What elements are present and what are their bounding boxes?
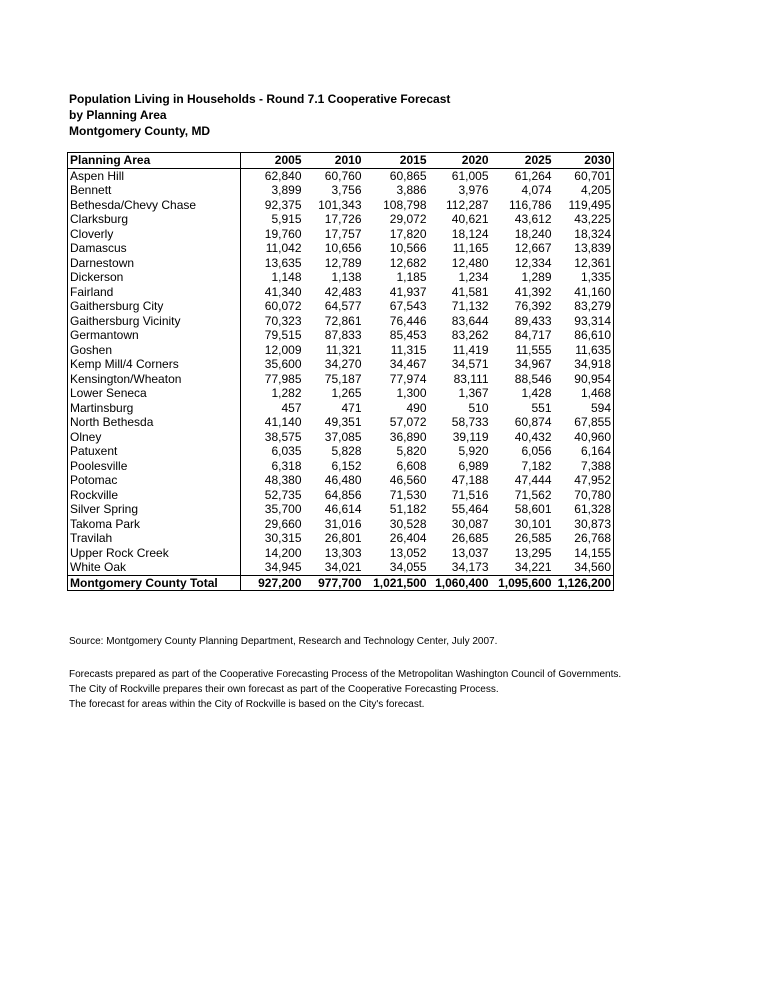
population-value: 92,375 [264, 197, 302, 212]
note-line: Forecasts prepared as part of the Cooperative Forecasting Process of the Metropolitan Washington Council of Governments. [69, 669, 622, 680]
planning-area-name: Rockville [68, 488, 241, 503]
planning-area-name: Martinsburg [68, 401, 241, 416]
population-value: 551 [531, 400, 552, 415]
title-line-3: Montgomery County, MD [69, 124, 211, 138]
population-value: 60,865 [389, 168, 427, 183]
population-value: 29,660 [264, 516, 302, 531]
table-row [68, 517, 614, 532]
population-value: 31,016 [324, 516, 362, 531]
population-value: 41,581 [451, 284, 489, 299]
population-value: 75,187 [324, 371, 362, 386]
population-value: 1,335 [580, 270, 611, 284]
population-value: 5,915 [271, 212, 302, 226]
population-value: 13,839 [574, 241, 611, 255]
population-value: 83,279 [574, 299, 611, 313]
planning-area-name: Takoma Park [68, 517, 241, 532]
population-value: 30,873 [574, 516, 611, 531]
total-row [68, 575, 614, 591]
population-value: 35,600 [264, 357, 302, 371]
population-value: 34,945 [264, 560, 302, 574]
population-value: 67,543 [389, 299, 427, 313]
population-value: 26,768 [574, 531, 611, 545]
population-value: 35,700 [264, 502, 302, 516]
population-value: 6,318 [271, 458, 302, 473]
population-value: 4,074 [521, 183, 552, 197]
population-value: 594 [590, 400, 611, 415]
population-value: 40,960 [574, 429, 611, 444]
population-value: 58,733 [451, 415, 489, 429]
population-value: 58,601 [514, 502, 552, 516]
population-value: 62,840 [264, 168, 302, 183]
population-value: 61,005 [451, 168, 489, 183]
population-value: 37,085 [324, 429, 362, 444]
planning-area-name: Damascus [68, 241, 241, 256]
table-row [68, 227, 614, 242]
planning-area-name: Kensington/Wheaton [68, 372, 241, 387]
population-value: 60,072 [264, 299, 302, 313]
population-value: 5,820 [396, 444, 427, 458]
population-value: 88,546 [514, 371, 552, 386]
population-value: 6,989 [458, 458, 489, 473]
table-row [68, 285, 614, 300]
population-value: 13,295 [514, 545, 552, 560]
header-year: 2005 [241, 153, 304, 169]
population-value: 30,101 [514, 516, 552, 531]
header-year: 2030 [554, 153, 614, 169]
planning-area-name: Olney [68, 430, 241, 445]
population-value: 60,701 [574, 168, 611, 183]
header-planning-area: Planning Area [68, 153, 241, 169]
header-year: 2020 [429, 153, 491, 169]
population-value: 1,300 [396, 386, 427, 400]
population-value: 510 [468, 400, 489, 415]
header-year: 2010 [304, 153, 364, 169]
table-row [68, 270, 614, 285]
table-row [68, 430, 614, 445]
population-value: 34,560 [574, 560, 611, 574]
planning-area-name: Gaithersburg Vicinity [68, 314, 241, 329]
population-value: 1,468 [580, 386, 611, 400]
population-value: 87,833 [324, 328, 362, 342]
planning-area-name: Fairland [68, 285, 241, 300]
forecast-notes [69, 667, 621, 712]
table-row [68, 314, 614, 329]
population-value: 61,328 [574, 502, 611, 516]
population-value: 61,264 [514, 168, 552, 183]
population-value: 41,937 [389, 284, 427, 299]
population-value: 76,446 [389, 313, 427, 328]
population-value: 64,577 [324, 299, 362, 313]
population-value: 70,780 [574, 487, 611, 502]
population-value: 71,516 [451, 487, 489, 502]
total-label: Montgomery County Total [68, 575, 241, 591]
planning-area-name: Darnestown [68, 256, 241, 271]
total-value: 1,021,500 [364, 575, 429, 591]
population-value: 86,610 [574, 328, 611, 342]
header-year: 2015 [364, 153, 429, 169]
population-value: 60,874 [514, 415, 552, 429]
table-row [68, 241, 614, 256]
table-row [68, 473, 614, 488]
planning-area-name: Potomac [68, 473, 241, 488]
population-value: 71,562 [514, 487, 552, 502]
table-row [68, 546, 614, 561]
population-value: 13,635 [264, 255, 302, 270]
table-row [68, 488, 614, 503]
population-value: 34,055 [389, 560, 427, 574]
population-value: 119,495 [568, 197, 611, 212]
population-value: 38,575 [264, 429, 302, 444]
population-value: 49,351 [324, 415, 362, 429]
population-value: 47,188 [451, 473, 489, 487]
population-value: 18,124 [451, 226, 489, 241]
population-value: 3,899 [271, 183, 302, 197]
population-value: 30,087 [451, 516, 489, 531]
population-value: 14,200 [264, 545, 302, 560]
population-value: 17,726 [324, 212, 362, 226]
population-value: 19,760 [264, 226, 302, 241]
population-value: 11,555 [515, 342, 552, 357]
population-value: 10,566 [389, 241, 427, 255]
planning-area-name: Lower Seneca [68, 386, 241, 401]
population-value: 34,967 [514, 357, 552, 371]
population-value: 18,324 [574, 226, 611, 241]
population-value: 83,644 [451, 313, 489, 328]
planning-area-name: Gaithersburg City [68, 299, 241, 314]
population-value: 43,612 [514, 212, 552, 226]
population-value: 51,182 [389, 502, 427, 516]
population-value: 34,918 [574, 357, 611, 371]
table-row [68, 415, 614, 430]
population-value: 52,735 [264, 487, 302, 502]
document-title [69, 91, 450, 139]
population-value: 34,173 [451, 560, 489, 574]
population-value: 6,164 [580, 444, 611, 458]
population-value: 12,480 [451, 255, 489, 270]
population-value: 90,954 [574, 371, 611, 386]
population-value: 1,265 [331, 386, 362, 400]
population-value: 41,392 [514, 284, 552, 299]
table-row [68, 198, 614, 213]
planning-area-name: White Oak [68, 560, 241, 575]
population-value: 46,614 [324, 502, 362, 516]
table-body [68, 168, 614, 575]
note-line: The City of Rockville prepares their own forecast as part of the Cooperative Forecasting Process. [69, 684, 499, 695]
table-row [68, 357, 614, 372]
planning-area-name: Clarksburg [68, 212, 241, 227]
population-value: 34,270 [324, 357, 362, 371]
population-value: 41,340 [264, 284, 302, 299]
population-value: 10,656 [324, 241, 362, 255]
population-value: 12,009 [264, 342, 302, 357]
population-value: 4,205 [580, 183, 611, 197]
population-value: 55,464 [451, 502, 489, 516]
planning-area-name: Kemp Mill/4 Corners [68, 357, 241, 372]
population-value: 70,323 [264, 313, 302, 328]
population-value: 36,890 [389, 429, 427, 444]
population-value: 46,560 [389, 473, 427, 487]
population-value: 11,635 [575, 342, 611, 357]
population-value: 490 [406, 400, 427, 415]
population-value: 108,798 [383, 197, 427, 212]
population-value: 12,334 [514, 255, 552, 270]
table-row [68, 531, 614, 546]
planning-area-name: North Bethesda [68, 415, 241, 430]
planning-area-name: Bennett [68, 183, 241, 198]
population-value: 48,380 [264, 473, 302, 487]
population-value: 1,428 [521, 386, 552, 400]
forecast-table [67, 152, 614, 591]
total-value: 1,095,600 [491, 575, 554, 591]
population-value: 457 [281, 400, 302, 415]
population-value: 6,056 [521, 444, 552, 458]
planning-area-name: Patuxent [68, 444, 241, 459]
population-value: 40,432 [514, 429, 552, 444]
population-value: 79,515 [264, 328, 302, 342]
population-value: 1,185 [396, 270, 427, 284]
population-value: 12,667 [514, 241, 552, 255]
population-value: 17,820 [389, 226, 427, 241]
table-row [68, 560, 614, 575]
population-value: 71,132 [451, 299, 489, 313]
population-value: 64,856 [324, 487, 362, 502]
population-value: 5,920 [458, 444, 489, 458]
table-row [68, 256, 614, 271]
population-value: 43,225 [574, 212, 611, 226]
population-value: 11,042 [265, 241, 302, 255]
population-value: 85,453 [389, 328, 427, 342]
population-value: 26,585 [514, 531, 552, 545]
table-row [68, 328, 614, 343]
population-value: 12,361 [574, 255, 611, 270]
population-value: 3,976 [458, 183, 489, 197]
population-value: 11,315 [390, 342, 427, 357]
population-value: 34,571 [451, 357, 489, 371]
planning-area-name: Upper Rock Creek [68, 546, 241, 561]
population-value: 18,240 [514, 226, 552, 241]
population-value: 76,392 [514, 299, 552, 313]
population-value: 67,855 [574, 415, 611, 429]
population-value: 3,886 [396, 183, 427, 197]
table-row [68, 183, 614, 198]
population-value: 41,160 [574, 284, 611, 299]
population-value: 30,315 [264, 531, 302, 545]
population-value: 11,419 [452, 342, 489, 357]
planning-area-name: Bethesda/Chevy Chase [68, 198, 241, 213]
population-value: 41,140 [264, 415, 302, 429]
population-value: 34,467 [389, 357, 427, 371]
planning-area-name: Germantown [68, 328, 241, 343]
population-value: 42,483 [324, 284, 362, 299]
population-value: 116,786 [509, 197, 552, 212]
population-value: 1,289 [521, 270, 552, 284]
population-value: 47,952 [574, 473, 611, 487]
table-row [68, 459, 614, 474]
population-value: 6,152 [331, 458, 362, 473]
population-value: 7,182 [521, 458, 552, 473]
title-line-1: Population Living in Households - Round 7.1 Cooperative Forecast [69, 92, 451, 106]
population-value: 1,138 [331, 270, 362, 284]
planning-area-name: Aspen Hill [68, 168, 241, 183]
population-value: 101,343 [318, 197, 362, 212]
population-value: 7,388 [580, 458, 611, 473]
population-value: 12,789 [324, 255, 362, 270]
population-value: 34,021 [324, 560, 362, 574]
table-header-row [68, 153, 614, 169]
population-value: 47,444 [514, 473, 552, 487]
table-row [68, 343, 614, 358]
population-value: 29,072 [389, 212, 427, 226]
population-value: 77,985 [264, 371, 302, 386]
population-value: 83,262 [451, 328, 489, 342]
population-value: 13,037 [451, 545, 489, 560]
planning-area-name: Goshen [68, 343, 241, 358]
population-value: 1,282 [271, 386, 302, 400]
population-value: 1,234 [458, 270, 489, 284]
title-line-2: by Planning Area [69, 108, 167, 122]
table-row [68, 168, 614, 183]
population-value: 6,608 [396, 458, 427, 473]
population-value: 12,682 [389, 255, 427, 270]
population-value: 11,165 [452, 241, 489, 255]
total-value: 977,700 [304, 575, 364, 591]
table-row [68, 372, 614, 387]
population-value: 13,052 [389, 545, 427, 560]
population-value: 57,072 [389, 415, 427, 429]
population-value: 46,480 [324, 473, 362, 487]
population-value: 112,287 [446, 197, 489, 212]
total-value: 927,200 [241, 575, 304, 591]
population-value: 39,119 [452, 429, 489, 444]
table-row [68, 386, 614, 401]
table-row [68, 401, 614, 416]
population-value: 77,974 [389, 371, 427, 386]
source-text: Source: Montgomery County Planning Department, Research and Technology Center, July 2007. [69, 636, 498, 647]
population-value: 14,155 [574, 545, 611, 560]
population-value: 17,757 [324, 226, 362, 241]
total-value: 1,126,200 [554, 575, 614, 591]
planning-area-name: Travilah [68, 531, 241, 546]
population-value: 40,621 [451, 212, 489, 226]
population-value: 72,861 [324, 313, 362, 328]
population-value: 89,433 [514, 313, 552, 328]
population-value: 34,221 [514, 560, 552, 574]
population-value: 26,404 [389, 531, 427, 545]
planning-area-name: Dickerson [68, 270, 241, 285]
population-value: 26,801 [324, 531, 362, 545]
population-value: 60,760 [324, 168, 362, 183]
source-note [69, 634, 497, 649]
population-value: 5,828 [331, 444, 362, 458]
population-value: 83,111 [453, 371, 489, 386]
population-value: 1,367 [458, 386, 489, 400]
planning-area-name: Cloverly [68, 227, 241, 242]
population-value: 11,321 [325, 342, 362, 357]
population-value: 13,303 [324, 545, 362, 560]
population-value: 84,717 [514, 328, 552, 342]
table-row [68, 212, 614, 227]
header-year: 2025 [491, 153, 554, 169]
population-value: 30,528 [389, 516, 427, 531]
population-value: 26,685 [451, 531, 489, 545]
population-value: 1,148 [271, 270, 302, 284]
note-line: The forecast for areas within the City of Rockville is based on the City's forecast. [69, 699, 425, 710]
planning-area-name: Poolesville [68, 459, 241, 474]
table-row [68, 502, 614, 517]
population-value: 6,035 [271, 444, 302, 458]
table-row [68, 299, 614, 314]
population-value: 93,314 [574, 313, 611, 328]
population-value: 471 [341, 400, 362, 415]
table-row [68, 444, 614, 459]
planning-area-name: Silver Spring [68, 502, 241, 517]
population-value: 3,756 [331, 183, 362, 197]
total-value: 1,060,400 [429, 575, 491, 591]
population-value: 71,530 [389, 487, 427, 502]
